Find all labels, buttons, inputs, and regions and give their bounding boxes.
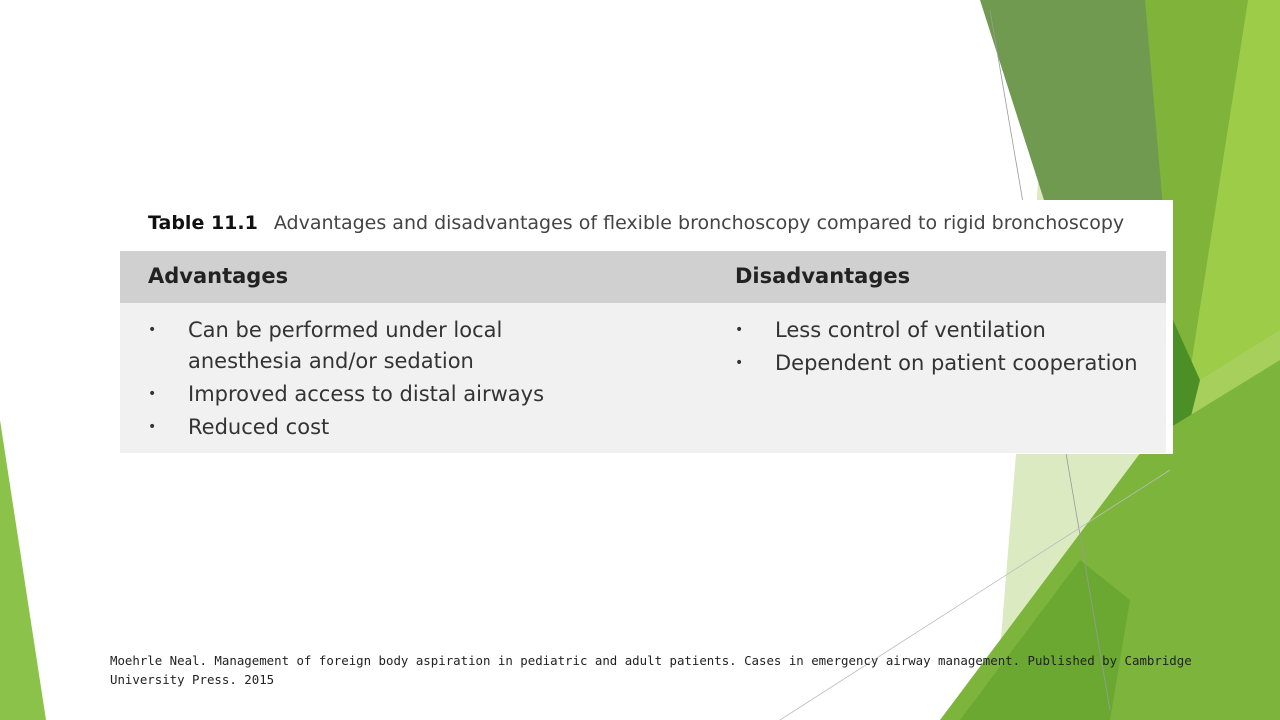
- advantage-text: Can be performed under local anesthesia and/or sedation: [188, 318, 503, 373]
- disadvantage-text: Dependent on patient cooperation: [775, 351, 1138, 375]
- list-item: [735, 315, 1155, 346]
- disadvantages-heading: Disadvantages: [735, 264, 911, 288]
- advantage-text: Reduced cost: [188, 415, 330, 439]
- table-caption-text: Advantages and disadvantages of flexible bronchoscopy compared to rigid bronchoscopy: [273, 212, 1125, 234]
- bullet-icon: •: [735, 355, 744, 371]
- disadvantage-text: Less control of ventilation: [775, 318, 1046, 342]
- bullet-icon: •: [148, 386, 157, 402]
- table-header-row: [120, 251, 1166, 303]
- left-green-shape: [0, 420, 46, 720]
- citation: Moehrle Neal. Management of foreign body aspiration in pediatric and adult patients. Cases in emergency airway management. Published by Cambridge University Press. 2015: [110, 653, 1192, 687]
- bullet-icon: •: [735, 322, 744, 338]
- advantage-text: Improved access to distal airways: [188, 382, 545, 406]
- table-body: [120, 303, 1166, 453]
- table-caption-number: Table 11.1: [148, 212, 258, 234]
- advantages-list: [148, 315, 618, 445]
- list-item: [148, 379, 618, 410]
- bullet-icon: •: [148, 322, 157, 338]
- table-figure: [120, 200, 1173, 454]
- disadvantages-list: [735, 315, 1155, 381]
- bullet-icon: •: [148, 419, 157, 435]
- advantages-heading: Advantages: [148, 264, 289, 288]
- list-item: [148, 412, 618, 443]
- list-item: [148, 315, 618, 377]
- list-item: [735, 348, 1155, 379]
- table-caption: [148, 212, 1124, 234]
